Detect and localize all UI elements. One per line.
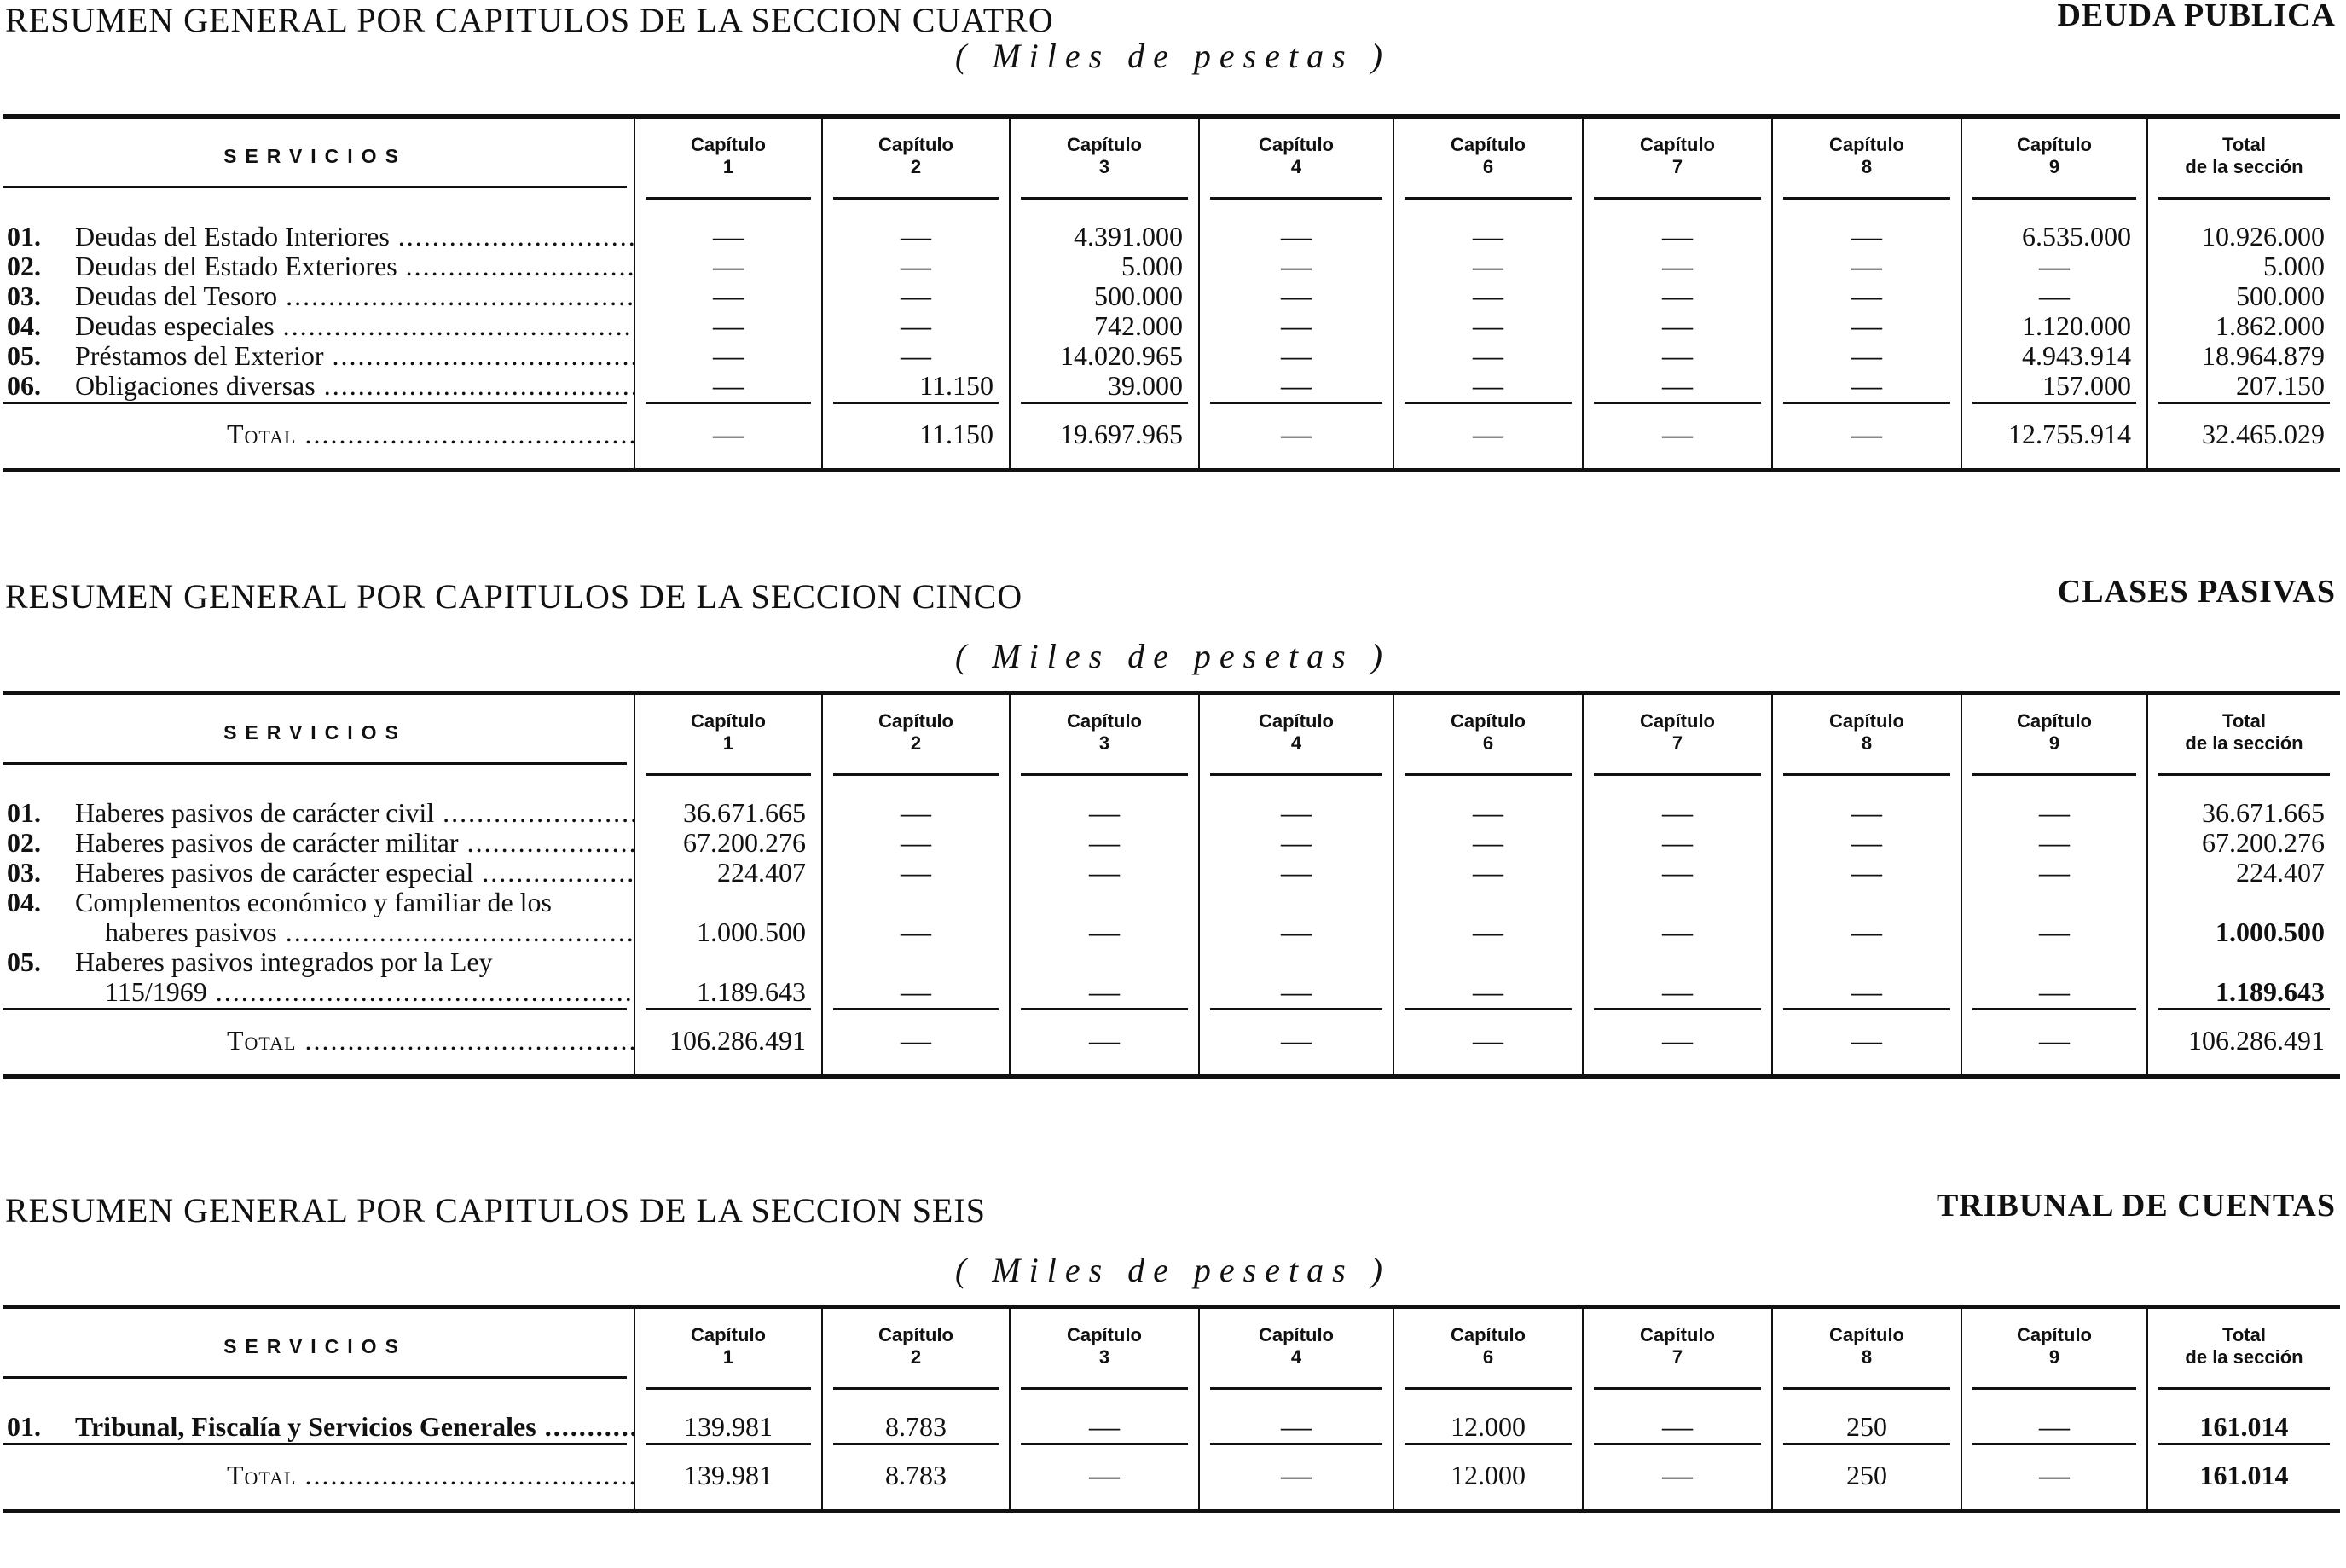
header-capitulo-label: Capítulo 9 xyxy=(1972,1309,2136,1390)
row-label xyxy=(75,1412,634,1442)
cell-value: 157.000 xyxy=(1961,371,2147,401)
table-row xyxy=(3,888,2340,947)
cell-value: 4.391.000 xyxy=(1010,200,1199,252)
row-description xyxy=(3,371,634,401)
row-label xyxy=(75,222,634,252)
row-description xyxy=(3,1390,634,1442)
row-total-value: 1.189.643 xyxy=(2147,947,2340,1007)
summary-table xyxy=(3,1305,2340,1513)
total-value: — xyxy=(1772,404,1961,471)
header-total-label: Total de la sección xyxy=(2158,1309,2330,1390)
summary-table xyxy=(3,691,2340,1079)
row-label-line2: 115/1969 xyxy=(105,976,207,1007)
row-description xyxy=(3,200,634,252)
grand-total-value: 32.465.029 xyxy=(2147,404,2340,471)
header-capitulo xyxy=(1393,693,1583,777)
header-capitulo-label: Capítulo 7 xyxy=(1594,695,1761,776)
cell-value: 12.000 xyxy=(1393,1390,1583,1442)
header-capitulo xyxy=(1010,1307,1199,1391)
cell-value: — xyxy=(1393,371,1583,401)
header-row xyxy=(3,1307,2340,1391)
row-code: 01. xyxy=(7,1411,41,1442)
header-capitulo xyxy=(822,1307,1010,1391)
row-code: 05. xyxy=(7,341,41,371)
units-caption: ( Miles de pesetas ) xyxy=(954,637,1391,675)
row-label xyxy=(75,371,634,401)
row-label-text: Préstamos del Exterior xyxy=(75,341,324,371)
header-capitulo xyxy=(1772,117,1961,200)
row-description xyxy=(3,947,634,1007)
header-capitulo xyxy=(1961,1307,2147,1391)
header-capitulo xyxy=(634,1307,822,1391)
row-code: 04. xyxy=(7,888,41,917)
row-total-value: 1.000.500 xyxy=(2147,888,2340,947)
header-capitulo-label: Capítulo 6 xyxy=(1405,695,1572,776)
cell-value: — xyxy=(1961,776,2147,828)
header-capitulo xyxy=(1961,693,2147,777)
header-servicios-label: SERVICIOS xyxy=(3,130,627,188)
cell-value: — xyxy=(1961,828,2147,858)
row-label-text: Haberes pasivos de carácter civil xyxy=(75,797,435,828)
row-code: 03. xyxy=(7,281,41,311)
header-capitulo-label: Capítulo 3 xyxy=(1021,695,1188,776)
header-capitulo-label: Capítulo 4 xyxy=(1210,695,1382,776)
header-total-label: Total de la sección xyxy=(2158,695,2330,776)
cell-value: — xyxy=(822,311,1010,341)
cell-value: — xyxy=(1010,858,1199,888)
row-label-text: Haberes pasivos de carácter militar xyxy=(75,828,459,858)
header-capitulo-label: Capítulo 4 xyxy=(1210,119,1382,200)
total-value: — xyxy=(1010,1010,1199,1077)
cell-value: — xyxy=(1199,1390,1393,1442)
header-capitulo-label: Capítulo 9 xyxy=(1972,695,2136,776)
cell-value: — xyxy=(1199,858,1393,888)
row-description xyxy=(3,341,634,371)
cell-value: — xyxy=(1393,776,1583,828)
cell-value: — xyxy=(1772,858,1961,888)
row-label-line2: haberes pasivos xyxy=(105,917,277,947)
header-capitulo xyxy=(634,693,822,777)
cell-value: — xyxy=(634,281,822,311)
cell-value: — xyxy=(1772,281,1961,311)
header-capitulo-label: Capítulo 2 xyxy=(833,1309,999,1390)
total-value: 12.000 xyxy=(1393,1445,1583,1512)
cell-value: — xyxy=(822,281,1010,311)
cell-value: 14.020.965 xyxy=(1010,341,1199,371)
cell-value: — xyxy=(1961,858,2147,888)
cell-value: — xyxy=(822,200,1010,252)
row-description xyxy=(3,888,634,947)
row-label-text: Obligaciones diversas xyxy=(75,371,316,401)
header-capitulo xyxy=(1583,693,1772,777)
total-value: — xyxy=(1772,1010,1961,1077)
row-code: 02. xyxy=(7,828,41,858)
row-label-text: Tribunal, Fiscalía y Servicios Generales xyxy=(75,1411,536,1442)
cell-value: — xyxy=(1583,252,1772,281)
header-row xyxy=(3,117,2340,200)
cell-value: — xyxy=(1583,776,1772,828)
row-total-value: 161.014 xyxy=(2147,1390,2340,1442)
row-description xyxy=(3,858,634,888)
row-label-text: Haberes pasivos de carácter especial xyxy=(75,858,474,888)
cell-value: 500.000 xyxy=(1010,281,1199,311)
total-label-cell xyxy=(3,404,634,471)
header-servicios xyxy=(3,117,634,200)
row-label xyxy=(75,858,634,888)
total-value: — xyxy=(1961,1445,2147,1512)
cell-value: — xyxy=(1010,828,1199,858)
header-capitulo xyxy=(1961,117,2147,200)
row-total-value: 36.671.665 xyxy=(2147,776,2340,828)
cell-value: 11.150 xyxy=(822,371,1010,401)
row-total-value: 5.000 xyxy=(2147,252,2340,281)
total-value: 19.697.965 xyxy=(1010,404,1199,471)
cell-value: — xyxy=(1393,311,1583,341)
header-capitulo-label: Capítulo 6 xyxy=(1405,119,1572,200)
row-code: 01. xyxy=(7,797,41,828)
header-capitulo-label: Capítulo 1 xyxy=(646,695,811,776)
total-value: — xyxy=(1583,1445,1772,1512)
header-total-label: Total de la sección xyxy=(2158,119,2330,200)
total-label-text: Total xyxy=(227,419,297,449)
cell-value: — xyxy=(1583,200,1772,252)
cell-value: — xyxy=(1393,200,1583,252)
table-row xyxy=(3,828,2340,858)
cell-value: — xyxy=(1010,947,1199,1007)
table-row xyxy=(3,776,2340,828)
header-capitulo-label: Capítulo 6 xyxy=(1405,1309,1572,1390)
total-label xyxy=(227,419,634,449)
cell-value: — xyxy=(1583,1390,1772,1442)
header-capitulo-label: Capítulo 2 xyxy=(833,695,999,776)
row-label-text: Deudas del Estado Interiores xyxy=(75,221,390,252)
cell-value: — xyxy=(1583,828,1772,858)
units-caption: ( Miles de pesetas ) xyxy=(954,37,1391,75)
row-label xyxy=(75,828,634,858)
total-value: — xyxy=(1583,404,1772,471)
grand-total-value: 106.286.491 xyxy=(2147,1010,2340,1077)
header-capitulo xyxy=(822,693,1010,777)
table-row xyxy=(3,858,2340,888)
header-capitulo-label: Capítulo 7 xyxy=(1594,119,1761,200)
cell-value: — xyxy=(1772,200,1961,252)
cell-value: — xyxy=(1199,888,1393,947)
cell-value: — xyxy=(1583,311,1772,341)
total-value: 106.286.491 xyxy=(634,1010,822,1077)
cell-value: — xyxy=(822,828,1010,858)
table-row xyxy=(3,1390,2340,1442)
header-servicios-label: SERVICIOS xyxy=(3,706,627,765)
section-subject: DEUDA PUBLICA xyxy=(2057,0,2336,33)
row-label-text: Deudas del Tesoro xyxy=(75,281,278,311)
section-title: RESUMEN GENERAL POR CAPITULOS DE LA SECCION SEIS xyxy=(5,1191,986,1230)
row-label-continued xyxy=(7,977,634,1007)
header-capitulo-label: Capítulo 1 xyxy=(646,1309,811,1390)
row-total-value: 224.407 xyxy=(2147,858,2340,888)
cell-value: — xyxy=(1393,252,1583,281)
header-capitulo-label: Capítulo 9 xyxy=(1972,119,2136,200)
cell-value: — xyxy=(1199,341,1393,371)
header-capitulo xyxy=(1010,693,1199,777)
total-value: — xyxy=(1199,404,1393,471)
total-value: 8.783 xyxy=(822,1445,1010,1512)
header-capitulo xyxy=(1772,1307,1961,1391)
total-value: — xyxy=(634,404,822,471)
grand-total-value: 161.014 xyxy=(2147,1445,2340,1512)
cell-value: — xyxy=(1772,828,1961,858)
header-capitulo xyxy=(1393,1307,1583,1391)
header-capitulo xyxy=(634,117,822,200)
cell-value: — xyxy=(1583,281,1772,311)
header-capitulo-label: Capítulo 3 xyxy=(1021,119,1188,200)
cell-value: — xyxy=(634,341,822,371)
cell-value: 8.783 xyxy=(822,1390,1010,1442)
row-code: 04. xyxy=(7,311,41,341)
header-capitulo xyxy=(1199,1307,1393,1391)
cell-value: — xyxy=(1772,947,1961,1007)
cell-value: — xyxy=(1393,858,1583,888)
cell-value: — xyxy=(822,252,1010,281)
cell-value: — xyxy=(1961,947,2147,1007)
cell-value: — xyxy=(634,371,822,401)
header-capitulo-label: Capítulo 7 xyxy=(1594,1309,1761,1390)
section-title: RESUMEN GENERAL POR CAPITULOS DE LA SECCION CUATRO xyxy=(5,1,1054,39)
header-row xyxy=(3,693,2340,777)
cell-value: — xyxy=(1961,281,2147,311)
total-label-cell xyxy=(3,1010,634,1077)
cell-value: — xyxy=(1583,341,1772,371)
header-capitulo-label: Capítulo 1 xyxy=(646,119,811,200)
header-capitulo xyxy=(1583,117,1772,200)
row-total-value: 500.000 xyxy=(2147,281,2340,311)
header-capitulo-label: Capítulo 8 xyxy=(1783,695,1950,776)
cell-value: — xyxy=(822,888,1010,947)
row-label xyxy=(75,252,634,281)
row-label xyxy=(75,311,634,341)
table-row xyxy=(3,252,2340,281)
total-value: — xyxy=(1393,404,1583,471)
row-code: 06. xyxy=(7,371,41,401)
cell-value: 250 xyxy=(1772,1390,1961,1442)
cell-value: 1.189.643 xyxy=(634,947,822,1007)
cell-value: 6.535.000 xyxy=(1961,200,2147,252)
row-code: 05. xyxy=(7,947,41,977)
cell-value: — xyxy=(1199,947,1393,1007)
row-total-value: 67.200.276 xyxy=(2147,828,2340,858)
header-servicios xyxy=(3,693,634,777)
header-capitulo xyxy=(1199,117,1393,200)
row-label-text: Deudas especiales xyxy=(75,311,275,341)
table-row xyxy=(3,341,2340,371)
cell-value: 36.671.665 xyxy=(634,776,822,828)
cell-value: — xyxy=(1010,1390,1199,1442)
header-servicios xyxy=(3,1307,634,1391)
cell-value: — xyxy=(1199,828,1393,858)
header-capitulo xyxy=(1583,1307,1772,1391)
cell-value: — xyxy=(822,947,1010,1007)
header-capitulo-label: Capítulo 8 xyxy=(1783,1309,1950,1390)
cell-value: 1.120.000 xyxy=(1961,311,2147,341)
cell-value: — xyxy=(822,858,1010,888)
cell-value: 139.981 xyxy=(634,1390,822,1442)
row-description xyxy=(3,252,634,281)
cell-value: — xyxy=(1393,281,1583,311)
total-value: — xyxy=(1010,1445,1199,1512)
header-capitulo-label: Capítulo 2 xyxy=(833,119,999,200)
table-row xyxy=(3,200,2340,252)
summary-table xyxy=(3,114,2340,472)
cell-value: — xyxy=(1010,776,1199,828)
row-label: Complementos económico y familiar de los xyxy=(75,888,552,917)
total-label xyxy=(227,1460,634,1490)
total-value: 12.755.914 xyxy=(1961,404,2147,471)
header-capitulo xyxy=(1010,117,1199,200)
table-row xyxy=(3,371,2340,401)
cell-value: 742.000 xyxy=(1010,311,1199,341)
row-label xyxy=(75,341,634,371)
row-label-text: Deudas del Estado Exteriores xyxy=(75,252,397,281)
cell-value: — xyxy=(634,200,822,252)
cell-value: — xyxy=(1010,888,1199,947)
cell-value: — xyxy=(1772,888,1961,947)
row-code: 02. xyxy=(7,252,41,281)
cell-value: — xyxy=(1772,311,1961,341)
cell-value: — xyxy=(1393,947,1583,1007)
cell-value: — xyxy=(1583,858,1772,888)
cell-value: — xyxy=(1393,341,1583,371)
cell-value: — xyxy=(1199,252,1393,281)
units-caption: ( Miles de pesetas ) xyxy=(954,1251,1391,1289)
cell-value: — xyxy=(1199,371,1393,401)
header-capitulo xyxy=(1393,117,1583,200)
row-total-value: 18.964.879 xyxy=(2147,341,2340,371)
cell-value: — xyxy=(634,311,822,341)
row-label xyxy=(75,281,634,311)
header-servicios-label: SERVICIOS xyxy=(3,1320,627,1379)
total-value: 250 xyxy=(1772,1445,1961,1512)
cell-value: 67.200.276 xyxy=(634,828,822,858)
total-value: — xyxy=(1961,1010,2147,1077)
cell-value: — xyxy=(1583,947,1772,1007)
section-subject: CLASES PASIVAS xyxy=(2057,574,2336,610)
row-total-value: 1.862.000 xyxy=(2147,311,2340,341)
cell-value: 224.407 xyxy=(634,858,822,888)
table-row xyxy=(3,311,2340,341)
total-label-text: Total xyxy=(227,1460,297,1490)
cell-value: — xyxy=(1961,1390,2147,1442)
header-capitulo-label: Capítulo 4 xyxy=(1210,1309,1382,1390)
section-subject: TRIBUNAL DE CUENTAS xyxy=(1936,1188,2336,1224)
cell-value: — xyxy=(1961,252,2147,281)
total-label-cell xyxy=(3,1445,634,1512)
total-value: — xyxy=(1583,1010,1772,1077)
cell-value: 1.000.500 xyxy=(634,888,822,947)
total-row xyxy=(3,1010,2340,1077)
table-row xyxy=(3,947,2340,1007)
row-description xyxy=(3,311,634,341)
section-title: RESUMEN GENERAL POR CAPITULOS DE LA SECCION CINCO xyxy=(5,577,1023,616)
table-row xyxy=(3,281,2340,311)
cell-value: — xyxy=(1393,828,1583,858)
cell-value: — xyxy=(1961,888,2147,947)
total-value: 139.981 xyxy=(634,1445,822,1512)
header-capitulo-label: Capítulo 8 xyxy=(1783,119,1950,200)
cell-value: — xyxy=(1583,371,1772,401)
row-description xyxy=(3,281,634,311)
header-capitulo xyxy=(1199,693,1393,777)
cell-value: — xyxy=(1772,341,1961,371)
cell-value: — xyxy=(1772,371,1961,401)
cell-value: 39.000 xyxy=(1010,371,1199,401)
total-label-text: Total xyxy=(227,1025,297,1056)
cell-value: — xyxy=(1199,281,1393,311)
row-description xyxy=(3,776,634,828)
row-total-value: 10.926.000 xyxy=(2147,200,2340,252)
total-value: — xyxy=(822,1010,1010,1077)
header-total xyxy=(2147,1307,2340,1391)
row-code: 03. xyxy=(7,858,41,888)
total-label xyxy=(227,1025,634,1056)
row-label-continued xyxy=(7,917,634,947)
cell-value: — xyxy=(822,776,1010,828)
row-label: Haberes pasivos integrados por la Ley xyxy=(75,947,493,977)
cell-value: — xyxy=(1393,888,1583,947)
cell-value: — xyxy=(1199,311,1393,341)
total-value: — xyxy=(1393,1010,1583,1077)
cell-value: — xyxy=(1772,252,1961,281)
cell-value: — xyxy=(1199,200,1393,252)
total-row xyxy=(3,1445,2340,1512)
total-row xyxy=(3,404,2340,471)
cell-value: 5.000 xyxy=(1010,252,1199,281)
header-total xyxy=(2147,693,2340,777)
cell-value: — xyxy=(1199,776,1393,828)
row-code: 01. xyxy=(7,221,41,252)
header-total xyxy=(2147,117,2340,200)
total-value: — xyxy=(1199,1445,1393,1512)
cell-value: — xyxy=(1772,776,1961,828)
row-total-value: 207.150 xyxy=(2147,371,2340,401)
header-capitulo-label: Capítulo 3 xyxy=(1021,1309,1188,1390)
cell-value: — xyxy=(634,252,822,281)
row-label xyxy=(75,798,634,828)
cell-value: — xyxy=(822,341,1010,371)
header-capitulo xyxy=(1772,693,1961,777)
total-value: — xyxy=(1199,1010,1393,1077)
header-capitulo xyxy=(822,117,1010,200)
row-description xyxy=(3,828,634,858)
total-value: 11.150 xyxy=(822,404,1010,471)
cell-value: — xyxy=(1583,888,1772,947)
cell-value: 4.943.914 xyxy=(1961,341,2147,371)
